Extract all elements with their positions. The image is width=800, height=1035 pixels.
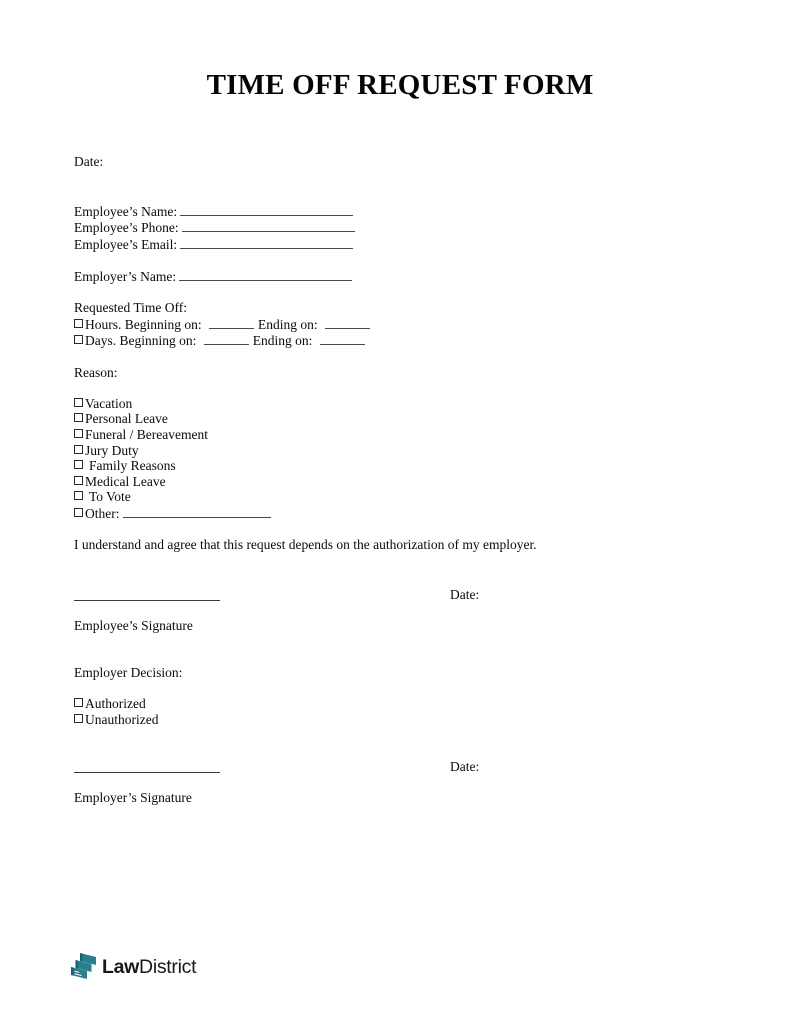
hours-row xyxy=(74,316,726,333)
logo-word-law: Law xyxy=(102,956,140,978)
reason-heading: Reason: xyxy=(74,364,118,380)
requested-time-off-heading: Requested Time Off: xyxy=(74,300,188,316)
employee-signature-line[interactable] xyxy=(74,600,220,601)
unauthorized-checkbox-icon[interactable] xyxy=(74,714,83,723)
employer-signature-line[interactable] xyxy=(74,772,220,773)
hours-beginning-blank[interactable] xyxy=(209,316,254,329)
reason-row-personal-leave xyxy=(74,411,726,427)
employer-name-blank[interactable] xyxy=(179,268,352,281)
lawdistrict-wordmark xyxy=(102,952,196,982)
jury-duty-checkbox-icon[interactable] xyxy=(74,445,83,454)
reason-row-jury-duty xyxy=(74,443,726,459)
employee-name-row xyxy=(74,203,726,220)
vacation-checkbox-icon[interactable] xyxy=(74,398,83,407)
page-title: TIME OFF REQUEST FORM xyxy=(206,69,594,101)
days-checkbox-icon[interactable] xyxy=(74,335,83,344)
reason-row-other xyxy=(74,505,726,522)
employer-name-row xyxy=(74,268,726,285)
jury-duty-label: Jury Duty xyxy=(85,442,139,458)
funeral-label: Funeral / Bereavement xyxy=(85,426,208,442)
decision-row-authorized xyxy=(74,696,726,712)
hours-label: Hours. Beginning on: xyxy=(85,316,202,332)
agreement-text: I understand and agree that this request depends on the authorization of my employer. xyxy=(74,537,537,553)
employee-email-blank[interactable] xyxy=(180,236,353,249)
employee-signature-date-label: Date: xyxy=(450,586,480,602)
employee-phone-row xyxy=(74,219,726,236)
to-vote-checkbox-icon[interactable] xyxy=(74,491,83,500)
reason-row-family-reasons xyxy=(74,458,726,474)
logo-word-district: District xyxy=(139,956,197,978)
authorized-checkbox-icon[interactable] xyxy=(74,698,83,707)
personal-leave-checkbox-icon[interactable] xyxy=(74,413,83,422)
employer-signature-date-label: Date: xyxy=(450,758,480,774)
lawdistrict-logo xyxy=(70,950,196,984)
employer-signature-row xyxy=(74,759,726,775)
days-label: Days. Beginning on: xyxy=(85,333,197,349)
decision-row-unauthorized xyxy=(74,712,726,728)
medical-leave-checkbox-icon[interactable] xyxy=(74,476,83,485)
form-date-label: Date: xyxy=(74,154,104,169)
funeral-checkbox-icon[interactable] xyxy=(74,429,83,438)
employer-signature-caption: Employer’s Signature xyxy=(74,790,192,806)
reason-row-vacation xyxy=(74,396,726,412)
vacation-label: Vacation xyxy=(85,395,133,411)
personal-leave-label: Personal Leave xyxy=(85,411,168,427)
family-reasons-checkbox-icon[interactable] xyxy=(74,460,83,469)
employer-name-label: Employer’s Name: xyxy=(74,268,177,284)
reason-row-to-vote xyxy=(74,489,726,505)
employee-email-label: Employee’s Email: xyxy=(74,236,178,252)
days-beginning-blank[interactable] xyxy=(204,332,249,345)
other-checkbox-icon[interactable] xyxy=(74,508,83,517)
reason-row-funeral xyxy=(74,427,726,443)
employee-phone-blank[interactable] xyxy=(182,219,355,232)
employee-signature-row xyxy=(74,587,726,603)
employee-name-label: Employee’s Name: xyxy=(74,203,178,219)
family-reasons-label: Family Reasons xyxy=(89,458,176,474)
medical-leave-label: Medical Leave xyxy=(85,473,166,489)
other-label: Other: xyxy=(85,505,120,521)
days-ending-label: Ending on: xyxy=(252,333,313,349)
lawdistrict-stacked-cards-icon xyxy=(70,952,97,982)
unauthorized-label: Unauthorized xyxy=(85,711,159,727)
hours-checkbox-icon[interactable] xyxy=(74,319,83,328)
employer-decision-heading: Employer Decision: xyxy=(74,665,183,681)
employee-email-row xyxy=(74,236,726,253)
days-ending-blank[interactable] xyxy=(320,332,365,345)
authorized-label: Authorized xyxy=(85,696,146,712)
hours-ending-blank[interactable] xyxy=(325,316,370,329)
employee-phone-label: Employee’s Phone: xyxy=(74,220,179,236)
hours-ending-label: Ending on: xyxy=(258,316,318,332)
other-blank[interactable] xyxy=(123,505,271,518)
reason-row-medical-leave xyxy=(74,474,726,490)
to-vote-label: To Vote xyxy=(89,489,131,505)
employee-signature-caption: Employee’s Signature xyxy=(74,618,193,634)
employee-name-blank[interactable] xyxy=(180,203,353,216)
days-row xyxy=(74,332,726,349)
